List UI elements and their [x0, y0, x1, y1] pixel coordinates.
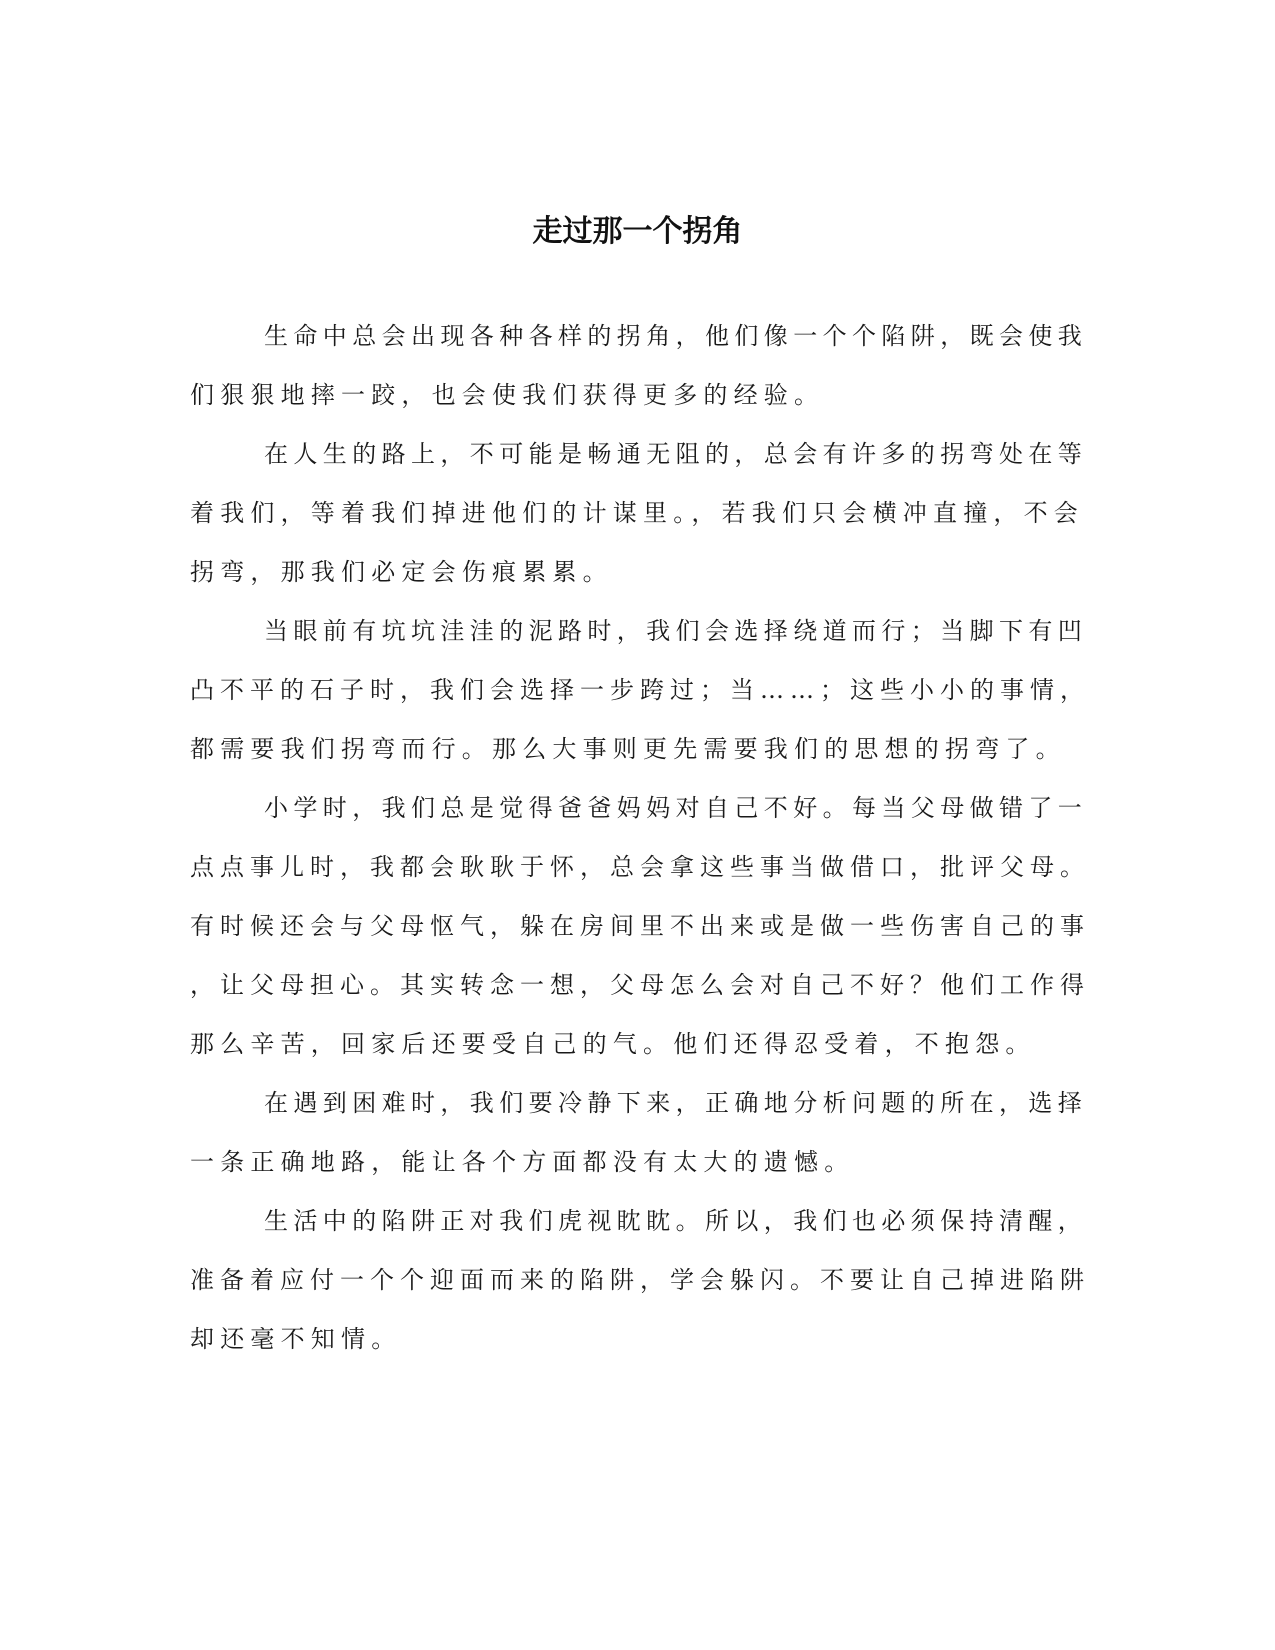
paragraph-line: 一条正确地路，能让各个方面都没有太大的遗憾。 [190, 1148, 855, 1176]
paragraph-line: 拐弯，那我们必定会伤痕累累。 [190, 558, 613, 586]
document-title: 走过那一个拐角 [532, 214, 743, 249]
paragraph-line: 在遇到困难时，我们要冷静下来，正确地分析问题的所在，选择 [264, 1089, 1088, 1117]
paragraph-line: 点点事儿时，我都会耿耿于怀，总会拿这些事当做借口，批评父母。 [190, 853, 1090, 881]
paragraph-line: 凸不平的石子时，我们会选择一步跨过；当……；这些小小的事情， [190, 676, 1090, 704]
paragraph-line: 生活中的陷阱正对我们虎视眈眈。所以，我们也必须保持清醒， [264, 1207, 1088, 1235]
paragraph-line: 们狠狠地摔一跤，也会使我们获得更多的经验。 [190, 381, 825, 409]
paragraph-line: 生命中总会出现各种各样的拐角，他们像一个个陷阱，既会使我 [264, 322, 1088, 350]
paragraph-line: 都需要我们拐弯而行。那么大事则更先需要我们的思想的拐弯了。 [190, 735, 1066, 763]
paragraph-line: 有时候还会与父母怄气，躲在房间里不出来或是做一些伤害自己的事 [190, 912, 1090, 940]
paragraph-line: 那么辛苦，回家后还要受自己的气。他们还得忍受着，不抱怨。 [190, 1030, 1036, 1058]
paragraph-line: 着我们，等着我们掉进他们的计谋里。，若我们只会横冲直撞，不会 [190, 499, 1084, 527]
paragraph-line: ，让父母担心。其实转念一想，父母怎么会对自己不好？他们工作得 [190, 971, 1090, 999]
paragraph-line: 当眼前有坑坑洼洼的泥路时，我们会选择绕道而行；当脚下有凹 [264, 617, 1088, 645]
paragraph-line: 准备着应付一个个迎面而来的陷阱，学会躲闪。不要让自己掉进陷阱 [190, 1266, 1090, 1294]
paragraph-line: 却还毫不知情。 [190, 1325, 402, 1353]
paragraph-line: 小学时，我们总是觉得爸爸妈妈对自己不好。每当父母做错了一 [264, 794, 1088, 822]
paragraph-line: 在人生的路上，不可能是畅通无阻的，总会有许多的拐弯处在等 [264, 440, 1088, 468]
